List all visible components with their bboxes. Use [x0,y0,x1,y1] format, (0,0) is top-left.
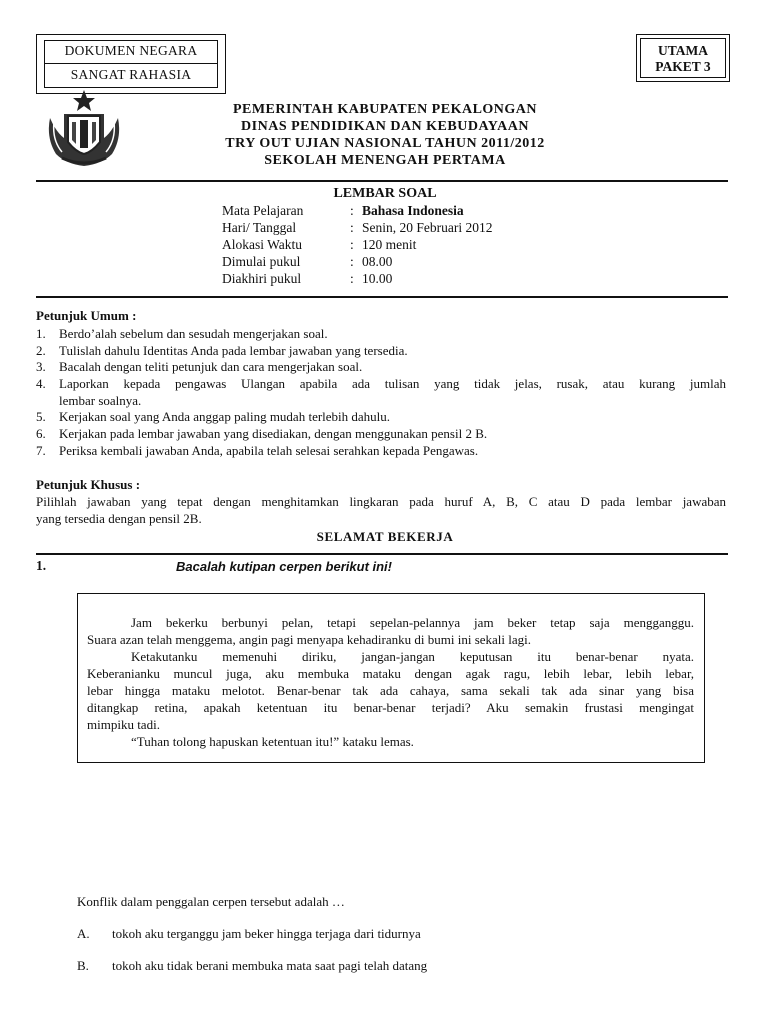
story-excerpt-box [77,593,705,763]
general-instructions-title: Petunjuk Umum : [36,308,137,323]
passage-line: Suara azan telah menggema, angin pagi menyapa kehadiranku di bumi ini sekali lagi. [87,632,532,647]
info-value-subject: Bahasa Indonesia [362,203,464,218]
question-stem: Konflik dalam penggalan cerpen tersebut adalah … [77,894,345,909]
special-instructions-title: Petunjuk Khusus : [36,477,141,492]
general-item: 2. Tulislah dahulu Identitas Anda pada lembar jawaban yang tersedia. [36,343,408,358]
classification-line-1: DOKUMEN NEGARA [64,43,198,58]
info-label-subject: Mata Pelajaran [222,203,304,218]
info-value-start: 08.00 [362,254,393,269]
institution-line-1: PEMERINTAH KABUPATEN PEKALONGAN [232,102,538,117]
passage-line: Ketakutanku memenuhi diriku, jangan-jangan keputusan itu benar-benar nyata. [131,649,694,664]
passage-line: mimpiku tadi. [87,717,160,732]
option-b-letter: B. [77,958,89,973]
general-item: 1. Berdo’alah sebelum dan sesudah mengerjakan soal. [36,326,328,341]
passage-line: lebar hingga mataku melotot. Benar-benar tak ada cahaya, sama sekali tak ada sinar yang bisa [87,683,694,698]
info-label-duration: Alokasi Waktu [222,237,303,252]
regency-emblem-icon [42,88,126,168]
question-divider [36,553,728,555]
option-b-text[interactable]: tokoh aku tidak berani membuka mata saat pagi telah datang [112,958,428,973]
passage-line: “Tuhan tolong hapuskan ketentuan itu!” kataku lemas. [131,734,414,749]
info-label-date: Hari/ Tanggal [222,220,297,235]
package-line-2: PAKET 3 [655,59,711,74]
classification-box [36,34,226,94]
question-instruction: Bacalah kutipan cerpen berikut ini! [176,559,392,574]
closing-text: SELAMAT BEKERJA [316,529,454,544]
passage-line: Keberanianku muncul juga, aku membuka mataku dengan agak ragu, lebih lebar, lebih lebar, [87,666,694,681]
general-item: 6. Kerjakan pada lembar jawaban yang disediakan, dengan menggunakan pensil 2 B. [36,426,488,441]
package-line-1: UTAMA [658,43,708,58]
header-divider [36,180,728,182]
info-divider [36,296,728,298]
passage-line: ditangkap retina, apakah ketentuan itu benar-benar terjadi? Aku semakin frustasi mengingat [87,700,694,715]
info-value-duration: 120 menit [362,237,417,252]
info-label-end: Diakhiri pukul [222,271,302,286]
info-value-end: 10.00 [362,271,393,286]
sheet-title: LEMBAR SOAL [333,186,437,201]
institution-line-3: TRY OUT UJIAN NASIONAL TAHUN 2011/2012 [225,136,545,151]
info-label-start: Dimulai pukul [222,254,301,269]
general-item: 7. Periksa kembali jawaban Anda, apabila telah selesai serahkan kepada Pengawas. [36,443,479,458]
info-value-date: Senin, 20 Februari 2012 [362,220,493,235]
institution-line-4: SEKOLAH MENENGAH PERTAMA [264,153,506,168]
special-instructions-line-1: Pilihlah jawaban yang tepat dengan menghitamkan lingkaran pada huruf A, B, C atau D pada lembar jawaban [36,494,726,509]
general-item: 5. Kerjakan soal yang Anda anggap paling mudah terlebih dahulu. [36,409,391,424]
option-a-text[interactable]: tokoh aku terganggu jam beker hingga terjaga dari tidurnya [112,926,421,941]
classification-line-2: SANGAT RAHASIA [70,67,192,82]
package-box [636,34,730,82]
special-instructions-line-2: yang tersedia dengan pensil 2B. [36,511,202,526]
general-item: 3. Bacalah dengan teliti petunjuk dan cara mengerjakan soal. [36,359,363,374]
passage-line: Jam bekerku berbunyi pelan, tetapi sepelan-pelannya jam beker tetap saja mengganggu. [131,615,694,630]
general-item: 4. Laporkan kepada pengawas Ulangan apabila ada tulisan yang tidak jelas, rusak, atau kurang jumlah lembar soalnya. [36,376,726,408]
question-number: 1. [36,558,47,573]
institution-line-2: DINAS PENDIDIKAN DAN KEBUDAYAAN [241,119,529,134]
option-a-letter: A. [77,926,90,941]
